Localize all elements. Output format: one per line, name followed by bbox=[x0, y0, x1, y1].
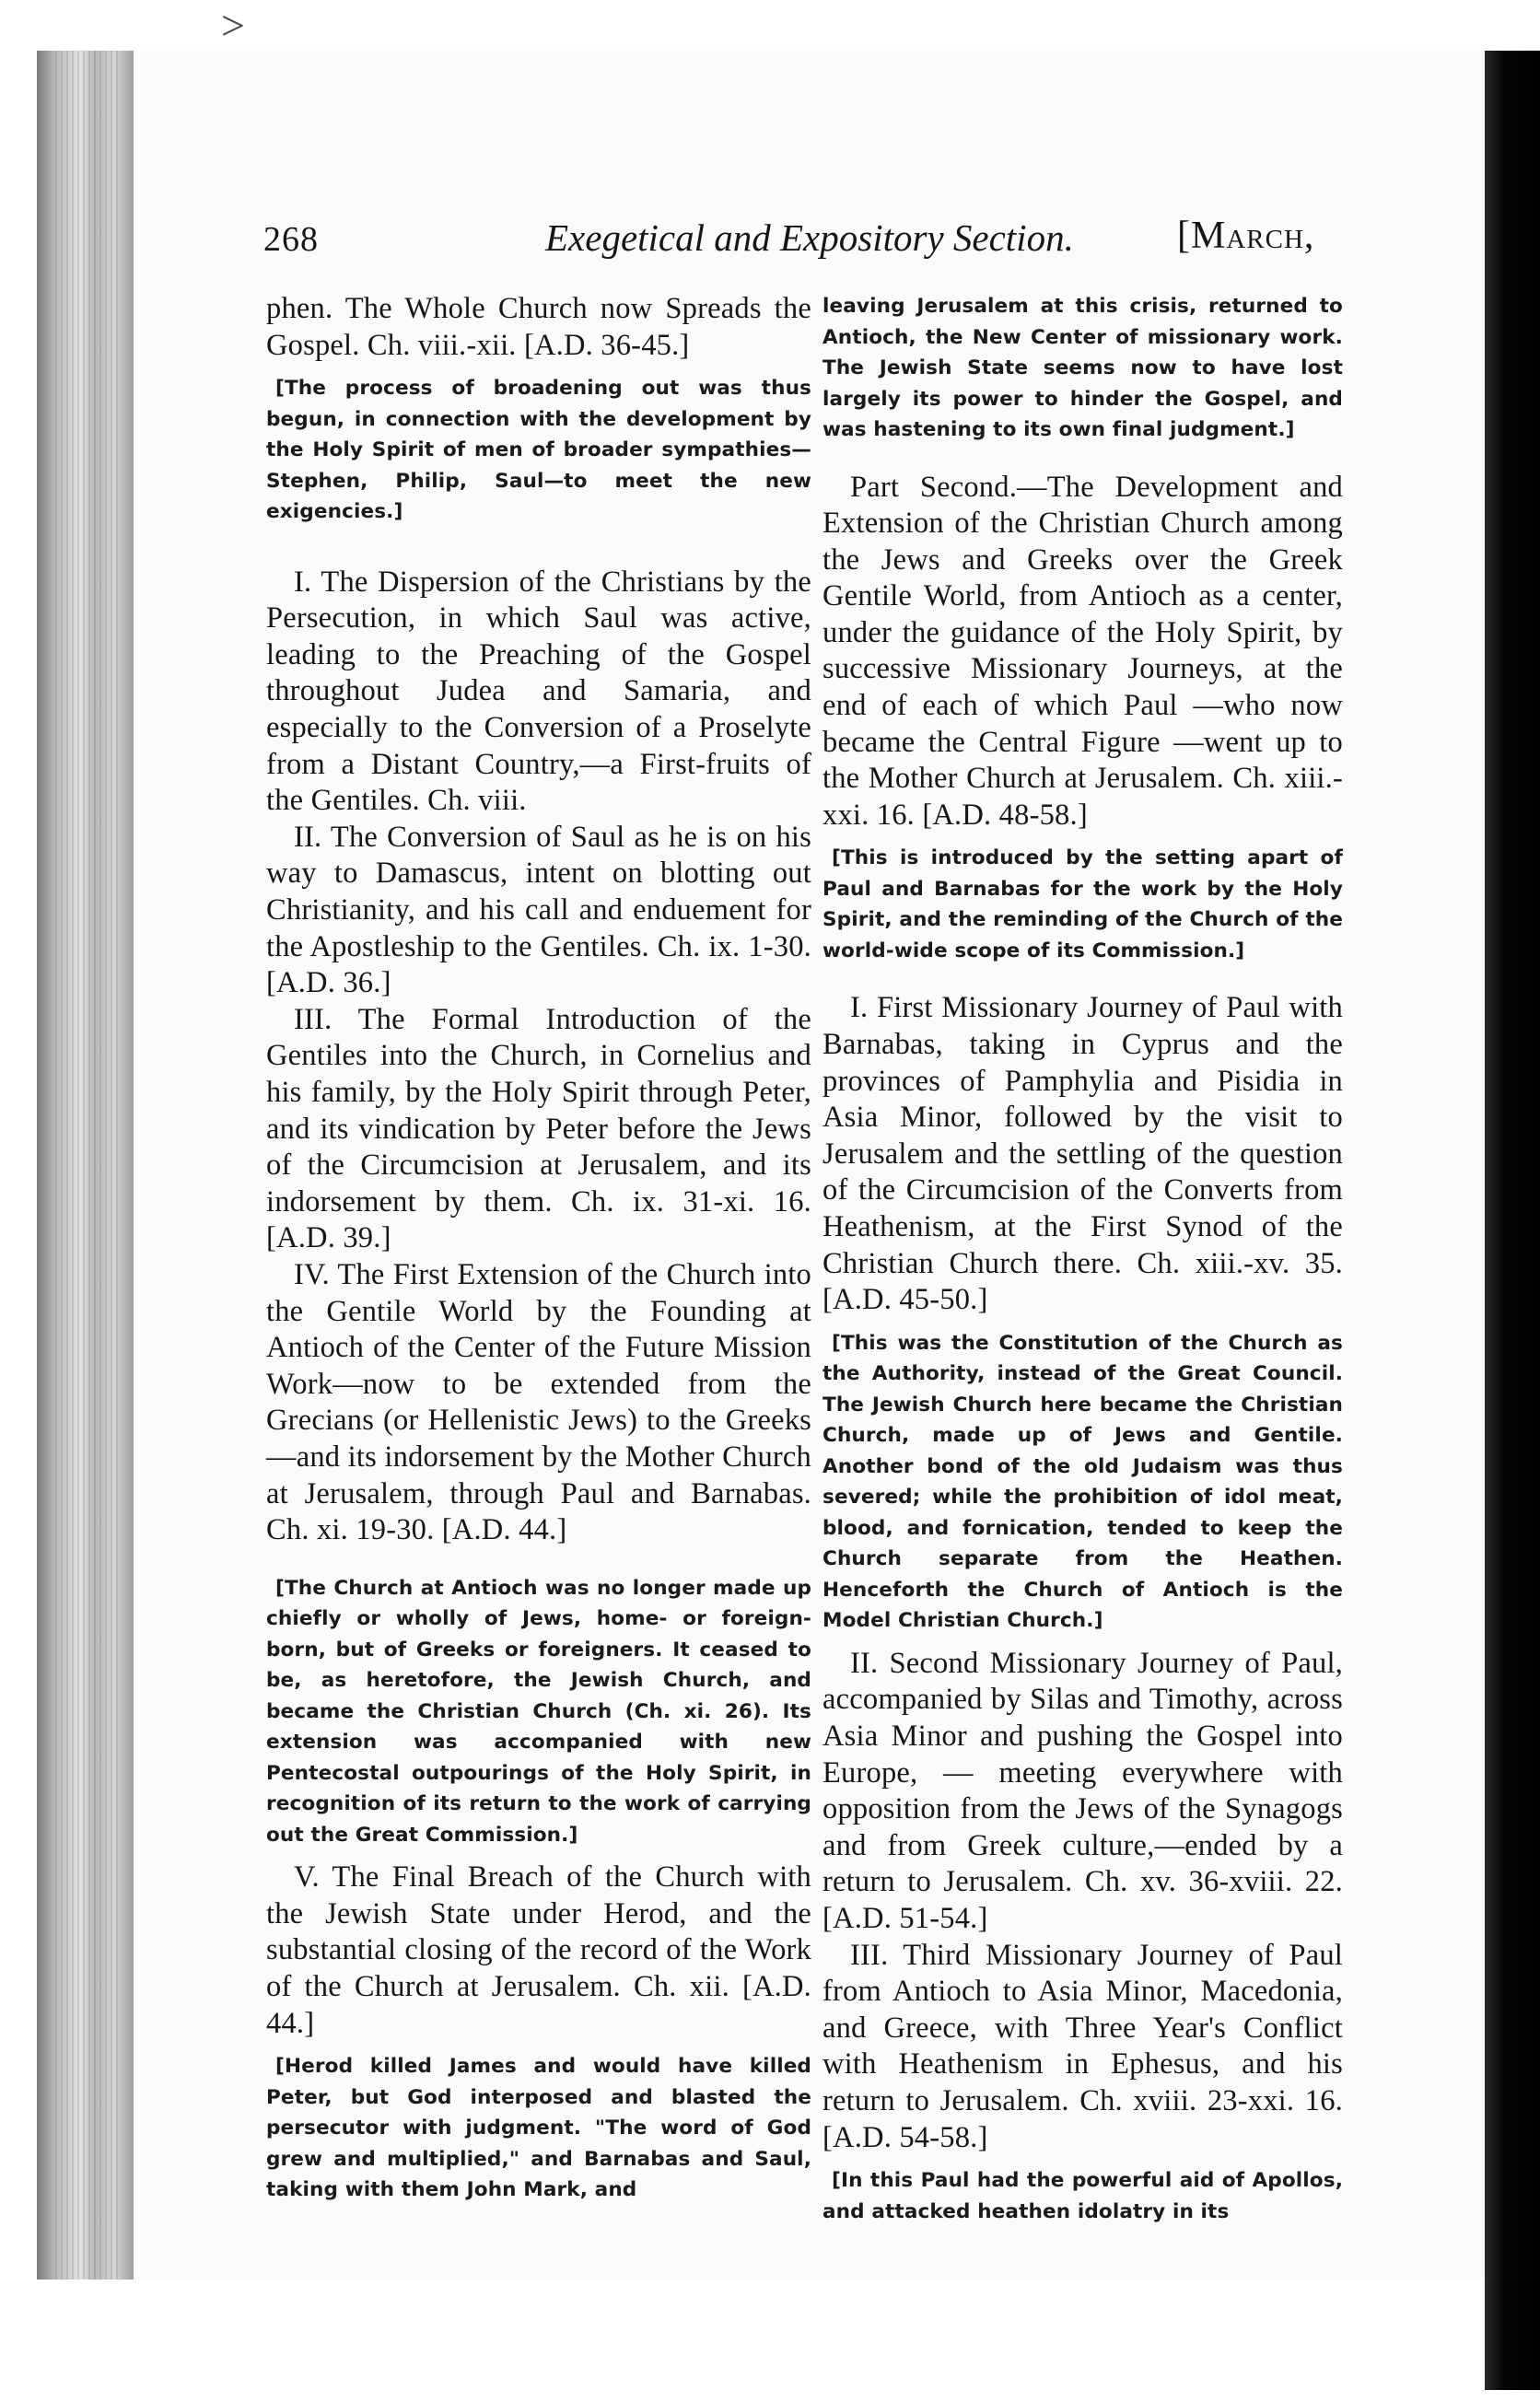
book-spine-shadow bbox=[1485, 51, 1540, 2390]
running-month: [March, bbox=[1177, 215, 1315, 257]
section-iv-extension: IV. The First Extension of the Church into the Gentile World by the Founding at Antioch of the Center of the Future Mission Work—now to be extended from the Grecians (or Hellenistic Jews) to the Greeks—and its indorsement by the Mother Church at Jerusalem, through Paul and Barnabas. Ch. xi. 19-30. [A.D. 44.] bbox=[266, 1257, 811, 1547]
note-antioch: [The Church at Antioch was no longer made up chiefly or wholly of Jews, home- or foreign-born, but of Greeks or foreigners. It ceased to be, as heretofore, the Jewish Church, and became the Christian Church (Ch. xi. 26). Its extension was accompanied with new Pentecostal outpourings of the Holy Spirit, in recognition of its return to the work of carrying out the Great Commission.] bbox=[266, 1576, 811, 1847]
note-broadening: [The process of broadening out was thus begun, in connection with the development by the Holy Spirit of men of broader sympathies—Stephen, Philip, Saul—to meet the new exigencies.] bbox=[266, 377, 811, 524]
running-header bbox=[263, 215, 1378, 274]
paragraph-continuation: phen. The Whole Church now Spreads the Gospel. Ch. viii.-xii. [A.D. 36-45.] bbox=[266, 292, 811, 362]
page-stack-lines bbox=[55, 51, 120, 2280]
scan-corner-mark: > bbox=[221, 2, 245, 49]
section-ii-conversion-saul: II. The Conversion of Saul as he is on his way to Damascus, intent on blotting out Christianity, and his call and enduement for the Apostleship to the Gentiles. Ch. ix. 1-30. [A.D. 36.] bbox=[266, 820, 811, 1000]
note-constitution: [This was the Constitution of the Church as the Authority, instead of the Great Council. The Jewish Church here became the Christian Church, made up of Jews and Gentile. Another bond of the old Judaism was thus severed; while the prohibition of idol meat, blood, and fornication, tended to keep the Church separate from the Heathen. Henceforth the Church of Antioch is the Model Christian Church.] bbox=[822, 1331, 1343, 1633]
note-introduced: [This is introduced by the setting apart of Paul and Barnabas for the work by the Holy Spirit, and the reminding of the Church of the world-wide scope of its Commission.] bbox=[822, 846, 1343, 962]
journey-ii: II. Second Missionary Journey of Paul, accompanied by Silas and Timothy, across Asia Minor and pushing the Gospel into Europe, — meeting everywhere with opposition from the Jews of the Synagogs and from Greek culture,—ended by a return to Jerusalem. Ch. xv. 36-xviii. 22. [A.D. 51-54.] bbox=[822, 1646, 1343, 1935]
note-herod: [Herod killed James and would have killed Peter, but God interposed and blasted the persecutor with judgment. "The word of God grew and multiplied," and Barnabas and Saul, taking with them John Mark, and bbox=[266, 2055, 811, 2202]
journey-iii: III. Third Missionary Journey of Paul from Antioch to Asia Minor, Macedonia, and Greece, with Three Year's Conflict with Heathenism in Ephesus, and his return to Jerusalem. Ch. xviii. 23-xxi. 16. [A.D. 54-58.] bbox=[822, 1938, 1343, 2154]
left-column bbox=[266, 291, 811, 2206]
note-herod-continued: leaving Jerusalem at this crisis, returned to Antioch, the New Center of missionary work. The Jewish State seems now to have lost largely its power to hinder the Gospel, and was hastening to its own final judgment.] bbox=[822, 295, 1343, 441]
section-iii-gentiles: III. The Formal Introduction of the Gentiles into the Church, in Cornelius and his family, by the Holy Spirit through Peter, and its vindication by Peter before the Jews of the Circumcision at Jerusalem, and its indorsement by them. Ch. ix. 31-xi. 16. [A.D. 39.] bbox=[266, 1002, 811, 1255]
note-apollos: [In this Paul had the powerful aid of Apollos, and attacked heathen idolatry in its bbox=[822, 2169, 1343, 2223]
journey-i: I. First Missionary Journey of Paul with Barnabas, taking in Cyprus and the provinces of Pamphylia and Pisidia in Asia Minor, followed by the visit to Jerusalem and the settling of the question of the Circumcision of the Converts from Heathenism, at the First Synod of the Christian Church there. Ch. xiii.-xv. 35. [A.D. 45-50.] bbox=[822, 991, 1343, 1317]
section-i-dispersion: I. The Dispersion of the Christians by the Persecution, in which Saul was active, leading to the Preaching of the Gospel throughout Judea and Samaria, and especially to the Conversion of a Proselyte from a Distant Country,—a First-fruits of the Gentiles. Ch. viii. bbox=[266, 565, 811, 818]
right-column bbox=[822, 291, 1343, 2227]
page-number: 268 bbox=[263, 220, 319, 259]
scan-margin-bottom bbox=[37, 2280, 1485, 2402]
running-title: Exegetical and Expository Section. bbox=[545, 216, 1074, 259]
section-v-final-breach: V. The Final Breach of the Church with the Jewish State under Herod, and the substantial closing of the record of the Work of the Church at Jerusalem. Ch. xii. [A.D. 44.] bbox=[266, 1860, 811, 2040]
part-second: Part Second.—The Development and Extension of the Christian Church among the Jews and Greeks over the Greek Gentile World, from Antioch as a center, under the guidance of the Holy Spirit, by successive Missionary Journeys, at the end of each of which Paul —who now became the Central Figure —went up to the Mother Church at Jerusalem. Ch. xiii.-xxi. 16. [A.D. 48-58.] bbox=[822, 470, 1343, 832]
